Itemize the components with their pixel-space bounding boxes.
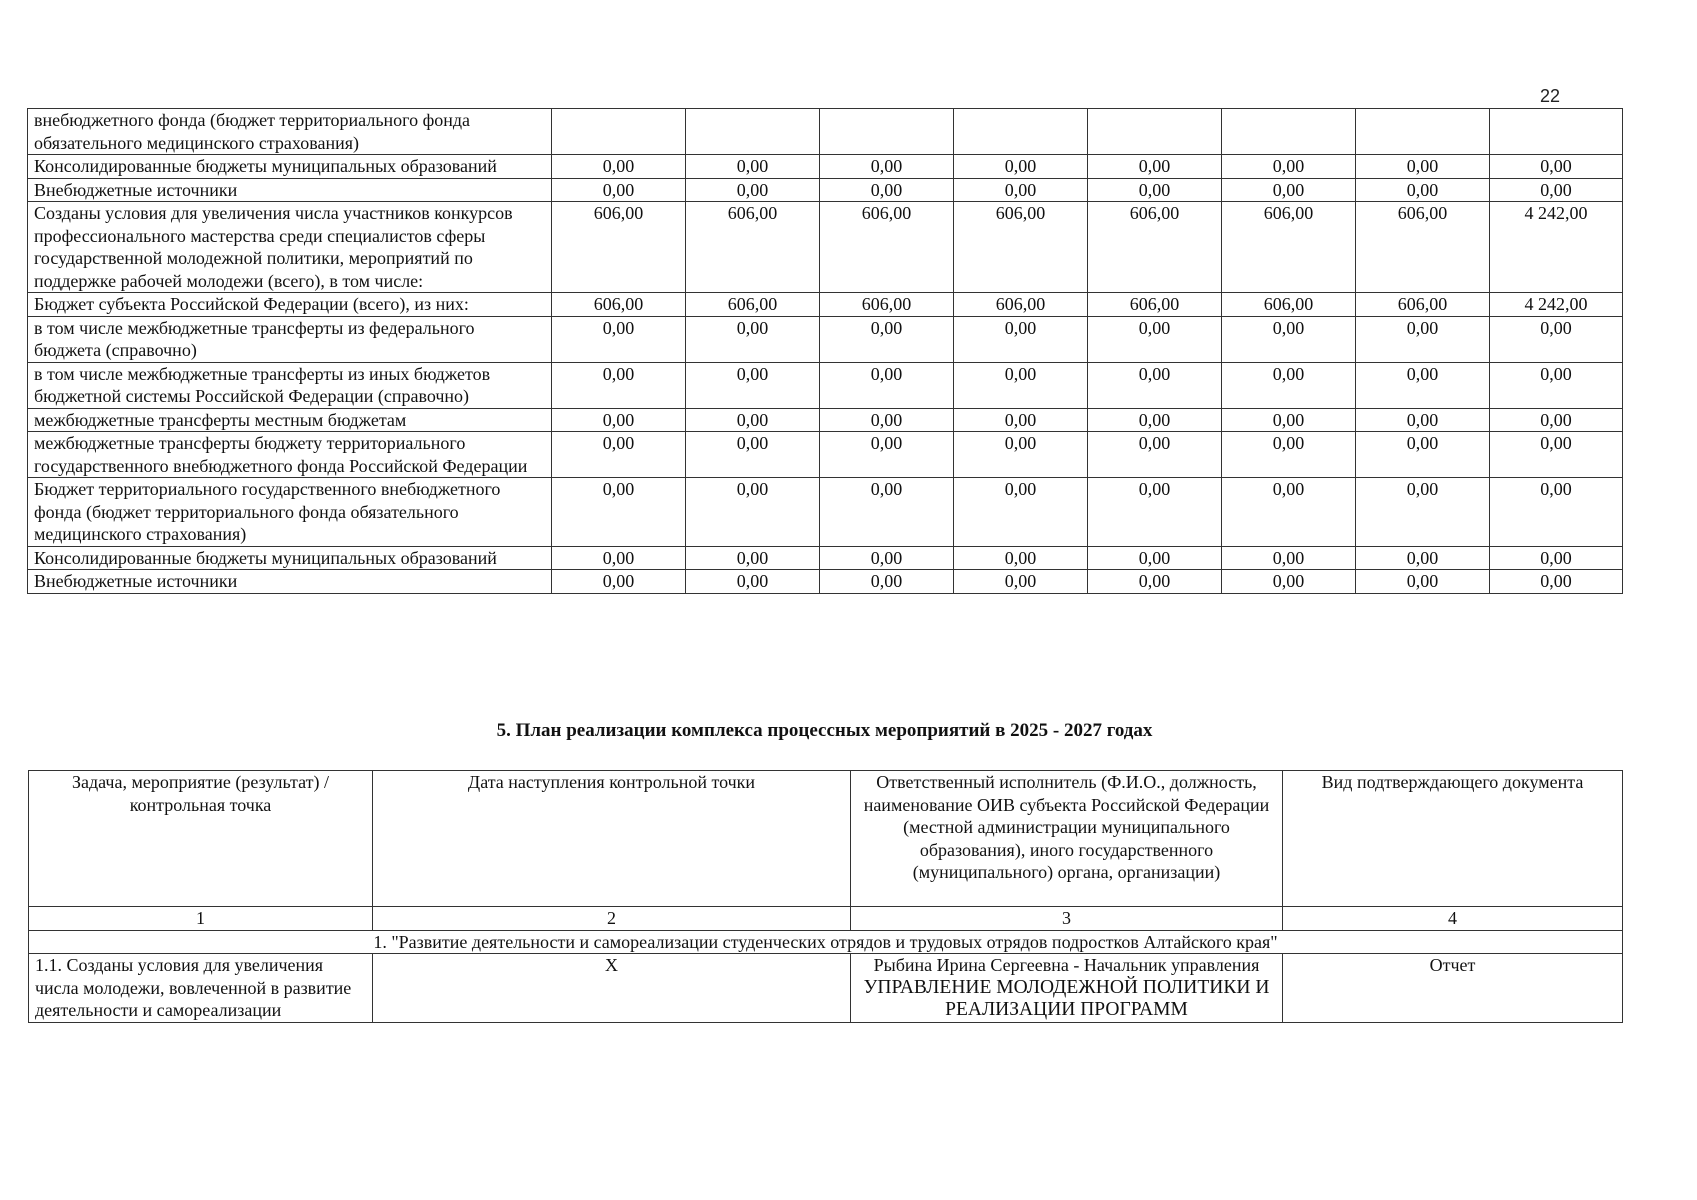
budget-value: 0,00 (686, 546, 820, 570)
budget-row (28, 362, 1623, 408)
column-number: 4 (1283, 907, 1623, 931)
plan-group-row (29, 930, 1623, 954)
budget-value: 0,00 (820, 362, 954, 408)
budget-value: 0,00 (552, 362, 686, 408)
budget-value: 0,00 (1356, 155, 1490, 179)
budget-value: 0,00 (954, 362, 1088, 408)
budget-value: 0,00 (1088, 155, 1222, 179)
budget-value: 0,00 (1490, 155, 1623, 179)
budget-value: 606,00 (1088, 202, 1222, 293)
budget-value: 0,00 (1490, 316, 1623, 362)
budget-value: 0,00 (686, 408, 820, 432)
budget-value: 0,00 (1088, 362, 1222, 408)
budget-value: 0,00 (1222, 178, 1356, 202)
executor-cell (851, 954, 1283, 1023)
budget-value: 0,00 (1356, 570, 1490, 594)
executor-org: УПРАВЛЕНИЕ МОЛОДЕЖНОЙ ПОЛИТИКИ И РЕАЛИЗАЦИИ ПРОГРАММ (863, 976, 1270, 1020)
budget-row (28, 570, 1623, 594)
budget-value: 0,00 (1088, 570, 1222, 594)
executor-name: Рыбина Ирина Сергеевна - Начальник управления (873, 955, 1260, 975)
budget-value: 606,00 (552, 293, 686, 317)
budget-value: 0,00 (1490, 478, 1623, 547)
budget-value: 0,00 (1222, 432, 1356, 478)
budget-value: 0,00 (820, 546, 954, 570)
budget-row-label: внебюджетного фонда (бюджет территориального фонда обязательного медицинского страхования) (28, 109, 552, 155)
budget-value: 0,00 (1490, 432, 1623, 478)
budget-value: 0,00 (1356, 478, 1490, 547)
budget-row (28, 316, 1623, 362)
budget-value: 0,00 (1356, 408, 1490, 432)
budget-value: 0,00 (1088, 408, 1222, 432)
budget-row (28, 178, 1623, 202)
budget-value: 0,00 (1356, 546, 1490, 570)
budget-value: 0,00 (552, 570, 686, 594)
budget-row-label: межбюджетные трансферты местным бюджетам (28, 408, 552, 432)
budget-row (28, 293, 1623, 317)
column-number: 1 (29, 907, 373, 931)
budget-value: 606,00 (1356, 293, 1490, 317)
budget-value (1222, 109, 1356, 155)
budget-value: 0,00 (954, 570, 1088, 594)
budget-value: 0,00 (820, 408, 954, 432)
budget-value: 0,00 (1490, 570, 1623, 594)
budget-value: 0,00 (1490, 408, 1623, 432)
budget-value: 606,00 (954, 293, 1088, 317)
budget-value: 0,00 (686, 178, 820, 202)
budget-value: 0,00 (1088, 546, 1222, 570)
budget-value: 0,00 (1222, 570, 1356, 594)
budget-row (28, 155, 1623, 179)
budget-value (1356, 109, 1490, 155)
budget-value: 0,00 (820, 316, 954, 362)
budget-value: 0,00 (686, 316, 820, 362)
budget-value: 0,00 (686, 570, 820, 594)
budget-value (820, 109, 954, 155)
budget-value: 0,00 (1222, 546, 1356, 570)
budget-value: 0,00 (1490, 546, 1623, 570)
budget-value (1490, 109, 1623, 155)
budget-value: 606,00 (1222, 293, 1356, 317)
budget-value: 0,00 (552, 546, 686, 570)
budget-value: 606,00 (820, 293, 954, 317)
budget-row-label: межбюджетные трансферты бюджету территориального государственного внебюджетного фонда Российской Федерации (28, 432, 552, 478)
header-date: Дата наступления контрольной точки (373, 771, 851, 907)
task-cell: 1.1. Созданы условия для увеличения числа молодежи, вовлеченной в развитие деятельности и самореализации (29, 954, 373, 1023)
column-number: 2 (373, 907, 851, 931)
budget-row-label: в том числе межбюджетные трансферты из федерального бюджета (справочно) (28, 316, 552, 362)
budget-value: 0,00 (1088, 432, 1222, 478)
budget-value: 0,00 (1490, 362, 1623, 408)
budget-row (28, 408, 1623, 432)
budget-row-label: Консолидированные бюджеты муниципальных образований (28, 546, 552, 570)
budget-row (28, 546, 1623, 570)
budget-value: 0,00 (1356, 178, 1490, 202)
budget-value: 0,00 (552, 155, 686, 179)
budget-value: 0,00 (686, 362, 820, 408)
budget-row-label: Внебюджетные источники (28, 570, 552, 594)
budget-value: 0,00 (1222, 408, 1356, 432)
plan-row (29, 954, 1623, 1023)
budget-value (552, 109, 686, 155)
budget-value: 4 242,00 (1490, 202, 1623, 293)
budget-value: 0,00 (1222, 316, 1356, 362)
plan-number-row (29, 907, 1623, 931)
document-cell: Отчет (1283, 954, 1623, 1023)
budget-value: 0,00 (820, 570, 954, 594)
budget-value: 606,00 (954, 202, 1088, 293)
budget-row-label: Внебюджетные источники (28, 178, 552, 202)
budget-value: 0,00 (552, 478, 686, 547)
budget-value: 4 242,00 (1490, 293, 1623, 317)
budget-value: 0,00 (820, 478, 954, 547)
budget-value: 0,00 (1088, 478, 1222, 547)
column-number: 3 (851, 907, 1283, 931)
budget-value: 0,00 (954, 178, 1088, 202)
budget-value: 0,00 (1222, 362, 1356, 408)
budget-row (28, 432, 1623, 478)
budget-value: 0,00 (954, 408, 1088, 432)
budget-row-label: Бюджет территориального государственного внебюджетного фонда (бюджет территориального фонда обязательного медицинского страхования) (28, 478, 552, 547)
budget-value: 606,00 (1088, 293, 1222, 317)
budget-row-label: Созданы условия для увеличения числа участников конкурсов профессионального мастерства среди специалистов сферы государственной молодежной политики, мероприятий по поддержке рабочей молодежи (всего), в том числе: (28, 202, 552, 293)
budget-value: 606,00 (1356, 202, 1490, 293)
budget-table (27, 108, 1623, 594)
plan-table (28, 770, 1623, 1023)
budget-value: 0,00 (820, 432, 954, 478)
budget-value: 0,00 (954, 546, 1088, 570)
budget-value: 0,00 (686, 478, 820, 547)
budget-value: 0,00 (1356, 432, 1490, 478)
plan-header-row (29, 771, 1623, 907)
budget-value: 0,00 (954, 478, 1088, 547)
budget-value: 0,00 (1088, 316, 1222, 362)
budget-value: 0,00 (820, 178, 954, 202)
budget-value: 0,00 (954, 155, 1088, 179)
header-executor: Ответственный исполнитель (Ф.И.О., должность, наименование ОИВ субъекта Российской Федерации (местной администрации муниципального образования), иного государственного (муниципального) органа, организации) (851, 771, 1283, 907)
budget-value: 0,00 (1356, 362, 1490, 408)
budget-value: 0,00 (686, 155, 820, 179)
group-title: 1. "Развитие деятельности и самореализации студенческих отрядов и трудовых отрядов подростков Алтайского края" (29, 930, 1623, 954)
budget-value (1088, 109, 1222, 155)
budget-value: 0,00 (1490, 178, 1623, 202)
budget-value: 0,00 (954, 316, 1088, 362)
budget-value: 0,00 (552, 408, 686, 432)
page-number: 22 (1540, 86, 1561, 106)
section-title: 5. План реализации комплекса процессных мероприятий в 2025 - 2027 годах (496, 720, 1153, 741)
budget-row (28, 202, 1623, 293)
budget-value: 606,00 (686, 202, 820, 293)
budget-row-label: Бюджет субъекта Российской Федерации (всего), из них: (28, 293, 552, 317)
budget-value: 0,00 (820, 155, 954, 179)
budget-value: 0,00 (1222, 478, 1356, 547)
header-task: Задача, мероприятие (результат) / контрольная точка (29, 771, 373, 907)
budget-value: 606,00 (1222, 202, 1356, 293)
budget-value: 606,00 (686, 293, 820, 317)
date-cell: X (373, 954, 851, 1023)
budget-value: 0,00 (686, 432, 820, 478)
budget-row-label: в том числе межбюджетные трансферты из иных бюджетов бюджетной системы Российской Федерации (справочно) (28, 362, 552, 408)
budget-value (954, 109, 1088, 155)
budget-row (28, 478, 1623, 547)
budget-row (28, 109, 1623, 155)
budget-value: 606,00 (552, 202, 686, 293)
budget-value: 606,00 (820, 202, 954, 293)
header-document: Вид подтверждающего документа (1283, 771, 1623, 907)
budget-value: 0,00 (1088, 178, 1222, 202)
budget-value (686, 109, 820, 155)
budget-value: 0,00 (552, 316, 686, 362)
budget-value: 0,00 (552, 178, 686, 202)
budget-value: 0,00 (1222, 155, 1356, 179)
budget-value: 0,00 (1356, 316, 1490, 362)
budget-value: 0,00 (552, 432, 686, 478)
budget-row-label: Консолидированные бюджеты муниципальных образований (28, 155, 552, 179)
budget-value: 0,00 (954, 432, 1088, 478)
